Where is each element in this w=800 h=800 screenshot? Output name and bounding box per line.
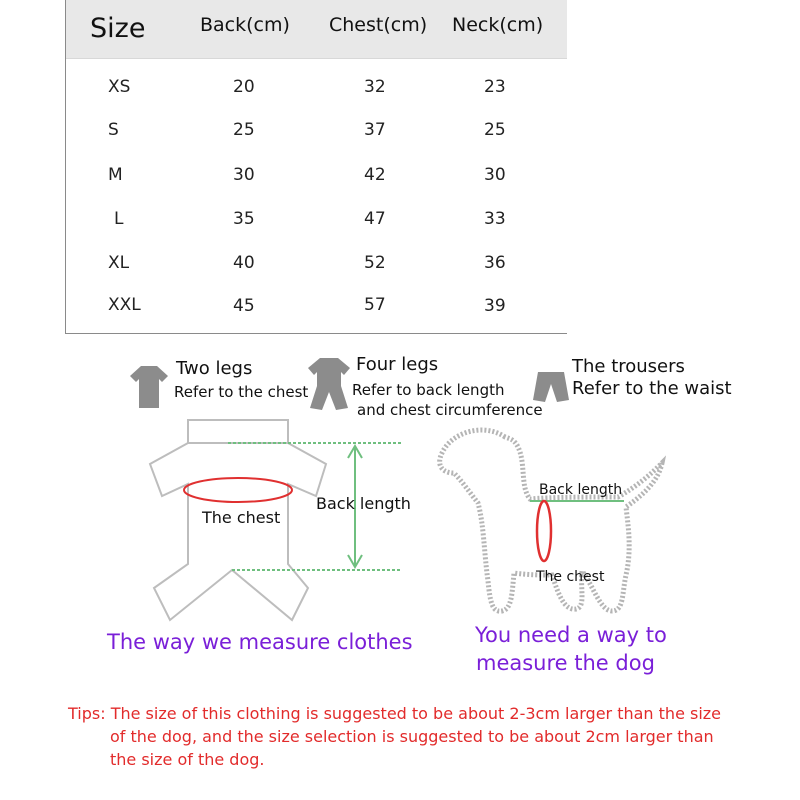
dog-back-label: Back length bbox=[539, 482, 623, 498]
clothes-caption: The way we measure clothes bbox=[107, 630, 413, 654]
cell-chest: 32 bbox=[364, 77, 386, 97]
header-neck: Neck(cm) bbox=[452, 14, 544, 36]
two-legs-shirt-icon bbox=[128, 364, 170, 410]
cell-chest: 42 bbox=[364, 165, 386, 185]
cell-neck: 30 bbox=[484, 165, 506, 185]
cell-neck: 25 bbox=[484, 120, 506, 140]
size-table bbox=[65, 0, 567, 334]
cell-size: M bbox=[108, 165, 123, 185]
header-back: Back(cm) bbox=[200, 14, 290, 36]
four-legs-suit-icon bbox=[306, 356, 352, 412]
four-legs-title: Four legs bbox=[356, 354, 439, 375]
cell-size: XS bbox=[108, 77, 131, 97]
cell-back: 30 bbox=[233, 165, 255, 185]
cell-chest: 47 bbox=[364, 209, 386, 229]
cell-size: XL bbox=[108, 253, 130, 273]
four-legs-desc-1: Refer to back length bbox=[352, 381, 505, 399]
cell-back: 35 bbox=[233, 209, 255, 229]
cell-size: S bbox=[108, 120, 119, 140]
cell-back: 25 bbox=[233, 120, 255, 140]
cell-chest: 57 bbox=[364, 295, 386, 315]
header-size: Size bbox=[90, 13, 146, 44]
cell-back: 40 bbox=[233, 253, 255, 273]
trousers-title: The trousers bbox=[572, 356, 685, 377]
cell-neck: 39 bbox=[484, 296, 506, 316]
trousers-icon bbox=[532, 370, 570, 404]
cell-back: 45 bbox=[233, 296, 255, 316]
dog-caption-line1: You need a way to bbox=[475, 623, 667, 647]
two-legs-title: Two legs bbox=[176, 358, 253, 379]
clothes-outline-illustration bbox=[140, 410, 430, 630]
tips-line-3: the size of the dog. bbox=[110, 750, 265, 769]
two-legs-desc: Refer to the chest bbox=[174, 383, 309, 401]
four-legs-desc-2: and chest circumference bbox=[357, 401, 543, 419]
header-chest: Chest(cm) bbox=[329, 14, 428, 36]
trousers-desc: Refer to the waist bbox=[572, 378, 732, 399]
clothes-chest-label: The chest bbox=[202, 508, 281, 527]
table-header bbox=[66, 0, 567, 59]
clothes-back-label: Back length bbox=[316, 494, 411, 513]
tips-text bbox=[68, 702, 748, 771]
dog-outline-illustration bbox=[430, 425, 680, 625]
cell-chest: 37 bbox=[364, 120, 386, 140]
cell-size: L bbox=[114, 209, 124, 229]
cell-chest: 52 bbox=[364, 253, 386, 273]
tips-line-2: of the dog, and the size selection is suggested to be about 2cm larger than bbox=[110, 727, 714, 746]
dog-caption-line2: measure the dog bbox=[476, 651, 655, 675]
cell-size: XXL bbox=[108, 295, 141, 315]
cell-neck: 36 bbox=[484, 253, 506, 273]
cell-back: 20 bbox=[233, 77, 255, 97]
cell-neck: 23 bbox=[484, 77, 506, 97]
dog-chest-label: The chest bbox=[536, 569, 605, 585]
tips-line-1: Tips: The size of this clothing is suggested to be about 2-3cm larger than the size bbox=[68, 704, 722, 723]
cell-neck: 33 bbox=[484, 209, 506, 229]
